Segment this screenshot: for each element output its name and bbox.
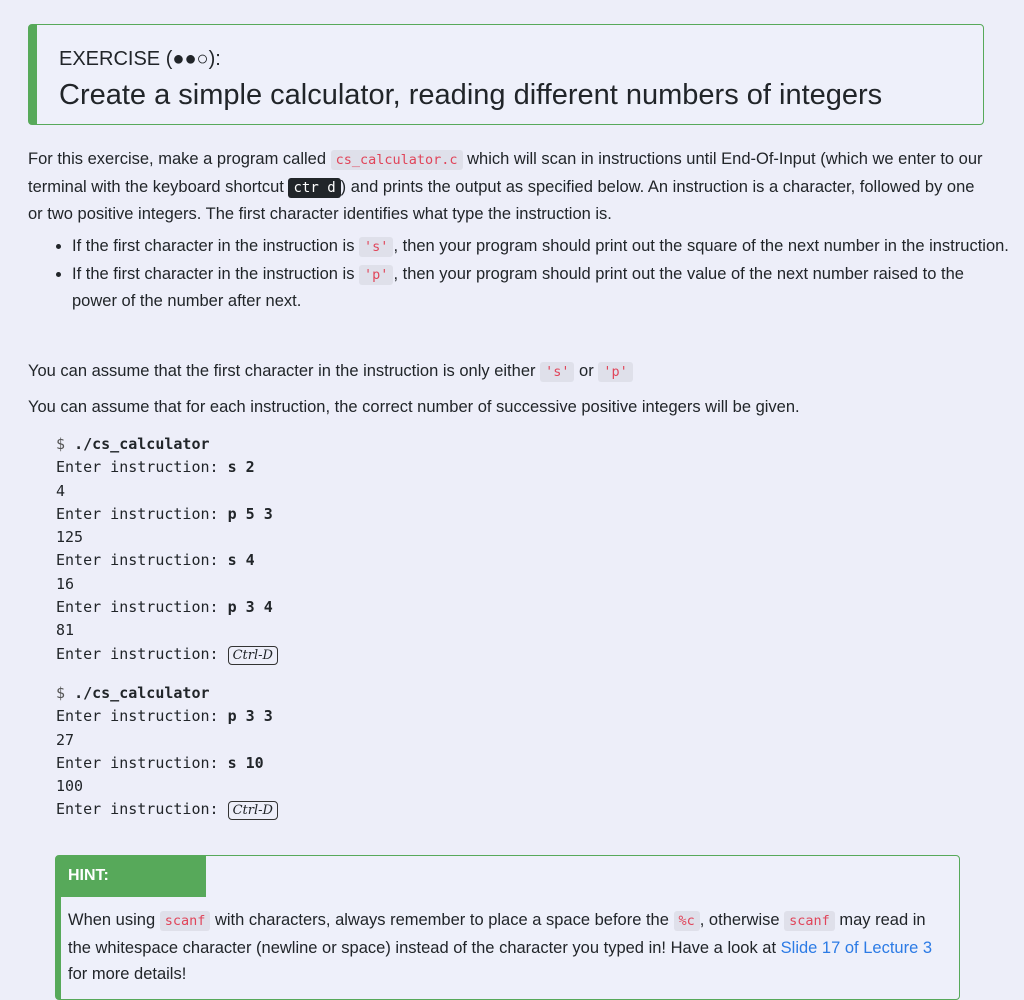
list-item: • If the first character in the instruction is 'p' , then your program should print out the value of the next number raised to the power of the number after next. bbox=[72, 261, 1012, 315]
assumption-paragraph-1: You can assume that the first character in the instruction is only either 's' or 'p' bbox=[28, 358, 988, 386]
lecture-slide-link[interactable]: Slide 17 of Lecture 3 bbox=[780, 938, 933, 957]
intro-paragraph: For this exercise, make a program called cs_calculator.c which will scan in instructions until End-Of-Input (which we enter to our terminal with the keyboard shortcut ctr d ) and prints the output as specified below. An instruction is a character, followed by one or two positive integers. The first character identifies what type the instruction is. bbox=[28, 150, 983, 223]
exercise-title: Create a simple calculator, reading different numbers of integers bbox=[59, 79, 883, 111]
exercise-header bbox=[28, 24, 984, 125]
instruction-list bbox=[44, 233, 1012, 315]
terminal-example-2: $ ./cs_calculator Enter instruction: p 3 3 27 Enter instruction: s 10 100 Enter instruction: Ctrl-D bbox=[56, 682, 278, 822]
difficulty-indicator: ●●○ bbox=[172, 48, 209, 70]
list-item: • If the first character in the instruction is 's' , then your program should print out the square of the next number in the instruction. bbox=[72, 233, 1012, 261]
hint-text: When using scanf with characters, always remember to place a space before the %c , otherwise scanf may read in the whitespace character (newline or space) instead of the character you typed in! Have a look at Slide 17 of Lecture 3 for more details! bbox=[68, 911, 933, 983]
filename-code: cs_calculator.c bbox=[331, 150, 463, 170]
terminal-example-1: $ ./cs_calculator Enter instruction: s 2 4 Enter instruction: p 5 3 125 Enter instruction: s 4 16 Enter instruction: p 3 4 81 Enter instruction: Ctrl-D bbox=[56, 433, 278, 666]
keyboard-shortcut: ctr d bbox=[288, 178, 340, 198]
hint-heading: HINT: bbox=[60, 855, 206, 897]
ctrl-d-key: Ctrl-D bbox=[228, 801, 278, 820]
exercise-label: EXERCISE (●●○): bbox=[59, 48, 221, 70]
hint-box bbox=[55, 855, 960, 1000]
ctrl-d-key: Ctrl-D bbox=[228, 646, 278, 665]
assumption-paragraph-2: You can assume that for each instruction, the correct number of successive positive integers will be given. bbox=[28, 398, 800, 416]
